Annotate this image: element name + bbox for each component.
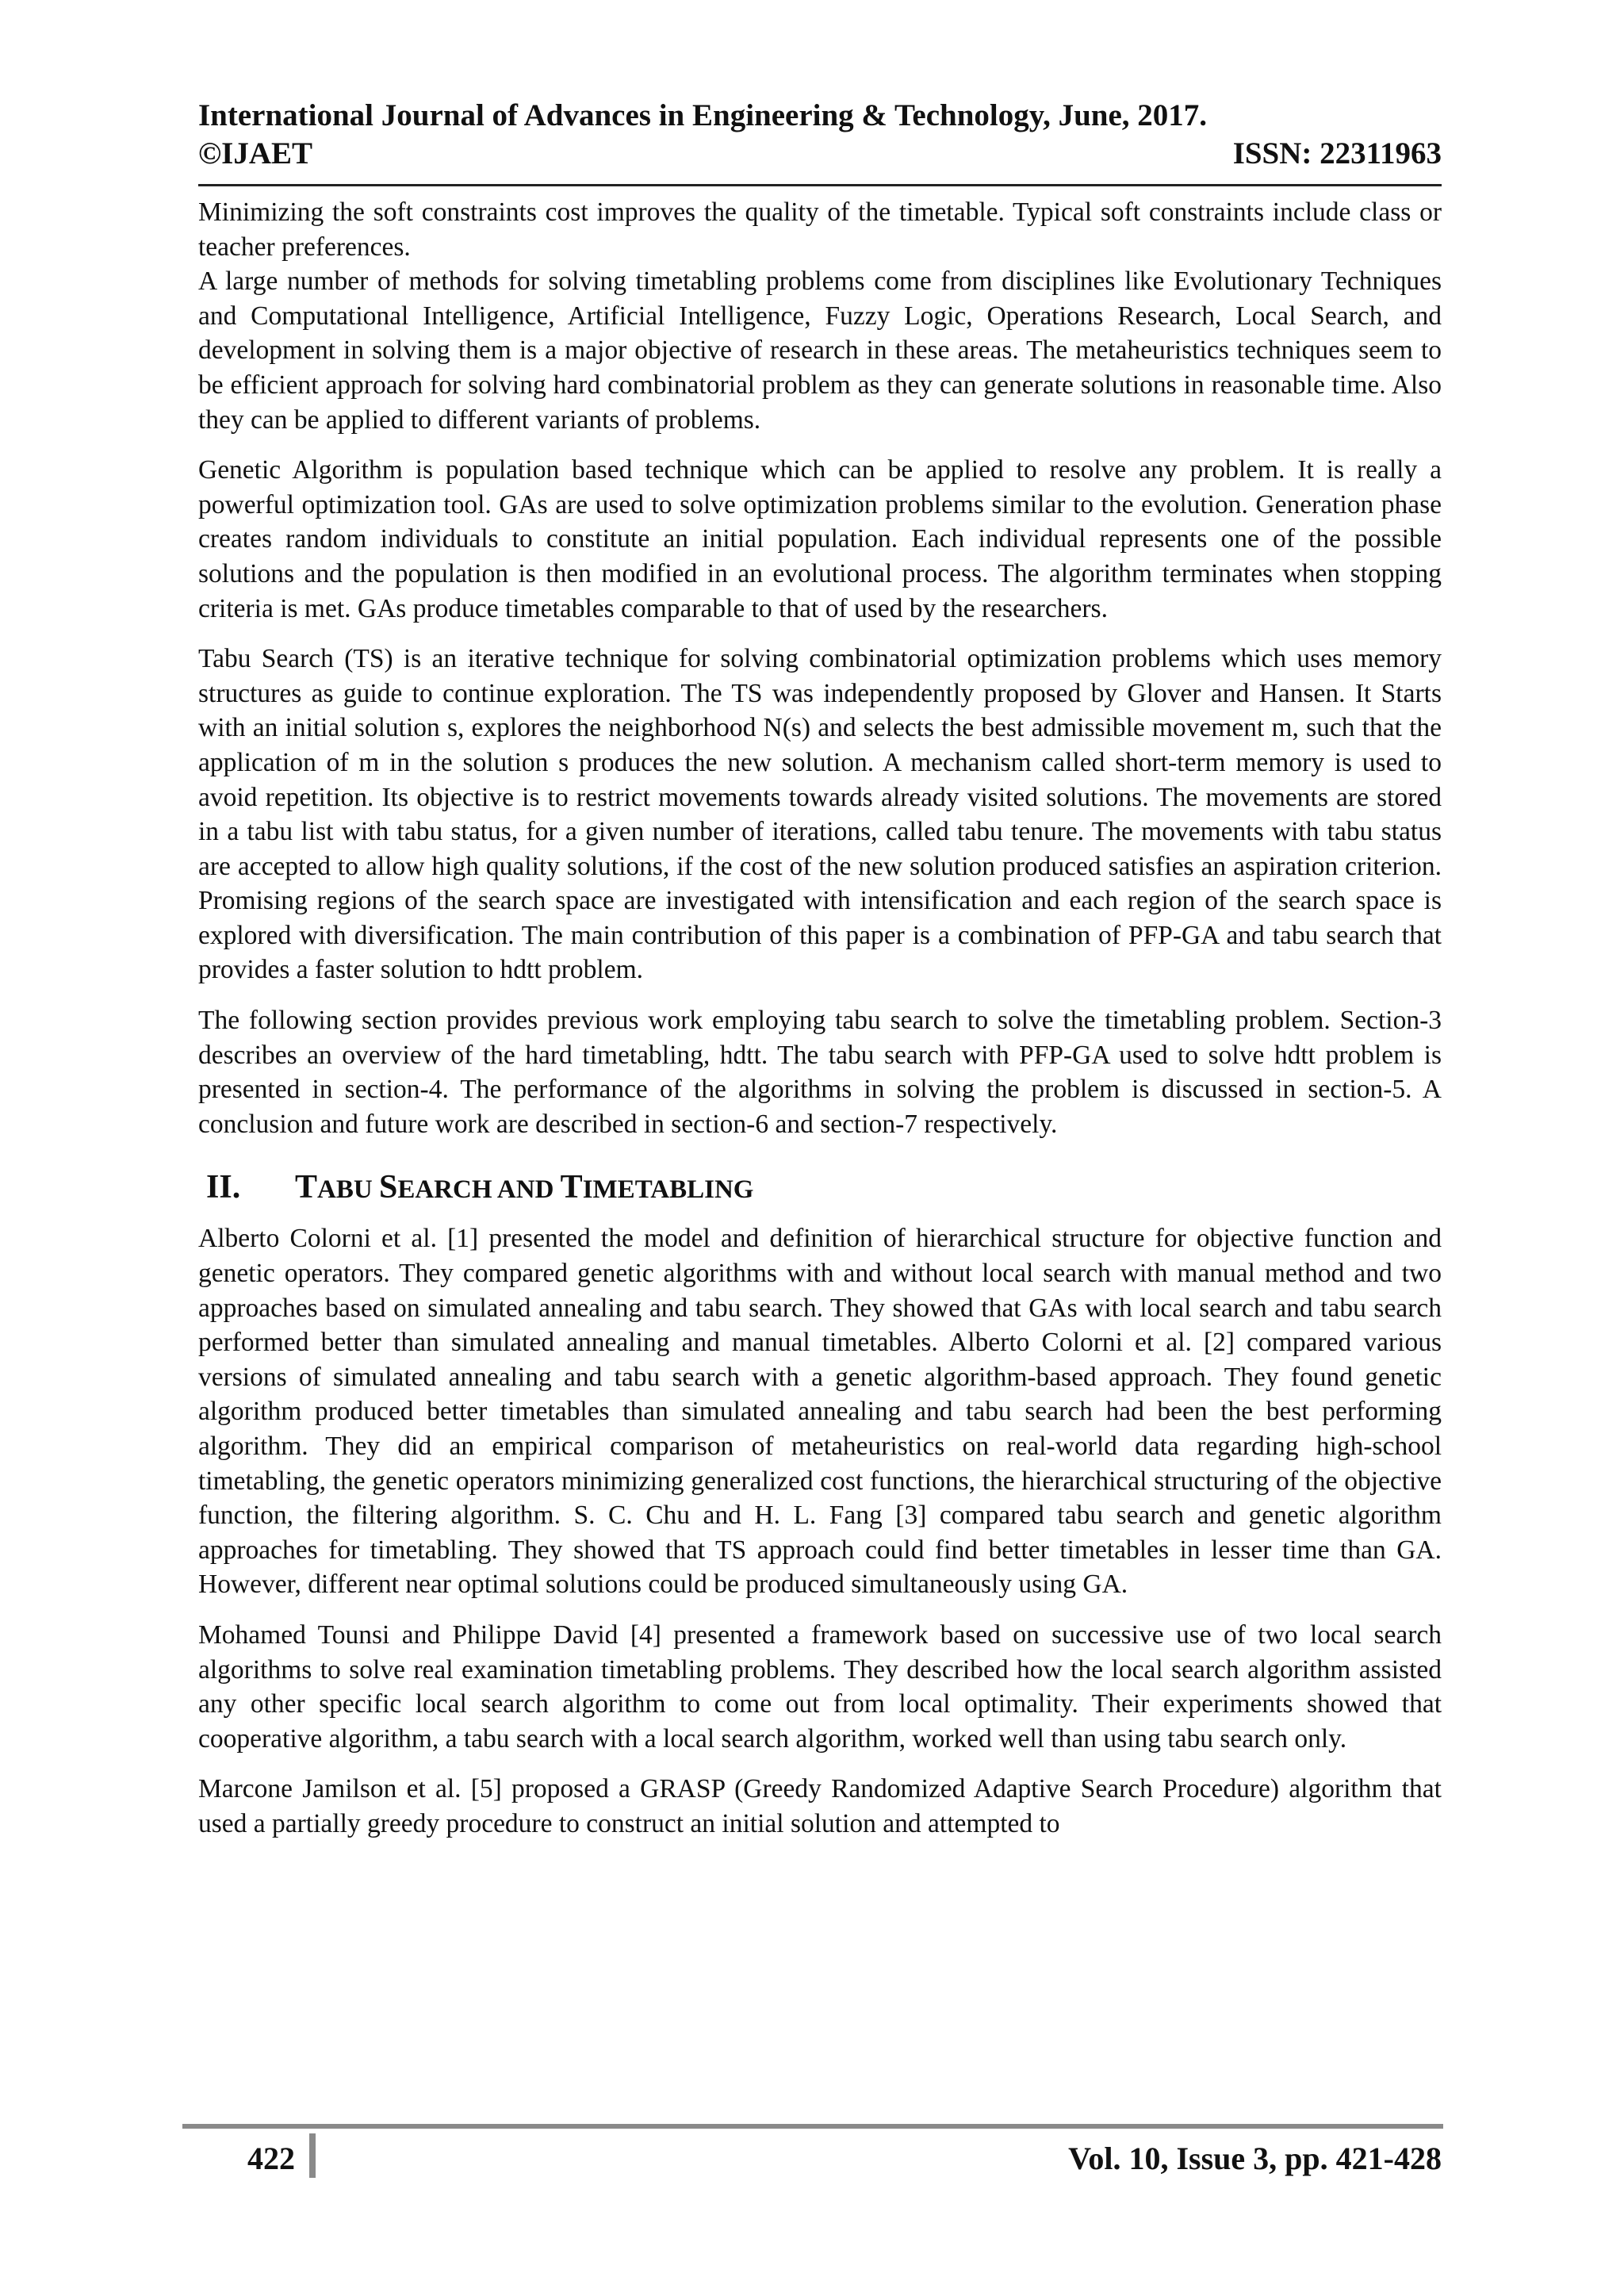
journal-title: International Journal of Advances in Engineering & Technology, June, 2017. — [198, 98, 1208, 132]
section-title-part: T — [295, 1169, 318, 1206]
paragraph-intro-2: A large number of methods for solving timetabling problems come from disciplines like Evolutionary Techniques and Computational Intelligence, Artificial Intelligence, Fuzzy Logic, Operations Research, Local Search, and development in solving them is a major objective of research in these areas. The metaheuristics techniques seem to be efficient approach for solving hard combinatorial problem as they can generate solutions in reasonable time. Also they can be applied to different variants of problems. — [198, 266, 1442, 435]
paragraph-section-1: Alberto Colorni et al. [1] presented the model and definition of hierarchical structure for objective function and genetic operators. They compared genetic algorithms with and without local search with manual method and two approaches based on simulated annealing and tabu search. They showed that GAs with local search and tabu search performed better than simulated annealing and manual timetables. Alberto Colorni et al. [2] compared various versions of simulated annealing and tabu search with a genetic algorithm-based approach. They found genetic algorithm produced better timetables than simulated annealing and tabu search had been the best performing algorithm. They did an empirical comparison of metaheuristics on real-world data regarding high-school timetabling, the genetic operators minimizing generalized cost functions, the hierarchical structuring of the objective function, the filtering algorithm. S. C. Chu and H. L. Fang [3] compared tabu search and genetic algorithm approaches for timetabling. They showed that TS approach could find better timetables in lesser time than GA. However, different near optimal solutions could be produced simultaneously using GA. — [198, 1224, 1442, 1600]
running-header — [198, 97, 1442, 173]
section-number: II. — [206, 1169, 241, 1206]
paragraph-section-2: Mohamed Tounsi and Philippe David [4] presented a framework based on successive use of two local search algorithms to solve real examination timetabling problems. They described how the local search algorithm assisted any other specific local search algorithm to come out from local optimality. Their experiments showed that cooperative algorithm, a tabu search with a local search algorithm, worked well than using tabu search only. — [198, 1619, 1442, 1754]
page-body — [198, 195, 1442, 1857]
issn-label: ISSN: 22311963 — [1232, 136, 1442, 171]
paragraph-intro-1: Minimizing the soft constraints cost improves the quality of the timetable. Typical soft constraints include class or teacher preferences. — [198, 197, 1442, 262]
section-title-part: S — [378, 1169, 398, 1206]
volume-info: Vol. 10, Issue 3, pp. 421-428 — [1068, 2141, 1442, 2176]
page-number: 422 — [247, 2141, 295, 2176]
header-rule — [198, 184, 1442, 186]
copyright-label: ©IJAET — [198, 136, 313, 171]
section-title-part: ABU — [317, 1175, 379, 1205]
footer-divider — [309, 2133, 316, 2178]
paragraph-intro-3: Genetic Algorithm is population based technique which can be applied to resolve any problem. It is really a powerful optimization tool. GAs are used to solve optimization problems similar to the evolution. Generation phase creates random individuals to constitute an initial population. Each individual represents one of the possible solutions and the population is then modified in an evolutional process. The algorithm terminates when stopping criteria is met. GAs produce timetables comparable to that of used by the researchers. — [198, 455, 1442, 623]
page-footer — [182, 2133, 1443, 2181]
section-heading — [198, 1167, 1442, 1210]
paragraph-intro-5: The following section provides previous work employing tabu search to solve the timetabling problem. Section-3 describes an overview of the hard timetabling, hdtt. The tabu search with PFP-GA used to solve hdtt problem is presented in section-4. The performance of the algorithms in solving the problem is discussed in section-5. A conclusion and future work are described in section-6 and section-7 respectively. — [198, 1006, 1442, 1139]
section-title-part: EARCH AND — [397, 1175, 561, 1205]
footer-rule — [182, 2124, 1443, 2129]
paragraph-intro-4: Tabu Search (TS) is an iterative technique for solving combinatorial optimization problems which uses memory structures as guide to continue exploration. The TS was independently proposed by Glover and Hansen. It Starts with an initial solution s, explores the neighborhood N(s) and selects the best admissible movement m, such that the application of m in the solution s produces the new solution. A mechanism called short-term memory is used to avoid repetition. Its objective is to restrict movements towards already visited solutions. The movements are stored in a tabu list with tabu status, for a given number of iterations, called tabu tenure. The movements with tabu status are accepted to allow high quality solutions, if the cost of the new solution produced satisfies an aspiration criterion. Promising regions of the search space are investigated with intensification and each region of the search space is explored with diversification. The main contribution of this paper is a combination of PFP-GA and tabu search that provides a faster solution to hdtt problem. — [198, 644, 1442, 985]
paragraph-section-3: Marcone Jamilson et al. [5] proposed a GRASP (Greedy Randomized Adaptive Search Procedure) algorithm that used a partially greedy procedure to construct an initial solution and attempted to — [198, 1774, 1442, 1838]
section-title — [295, 1167, 753, 1210]
section-title-part: IMETABLING — [582, 1175, 754, 1205]
section-title-part: T — [560, 1169, 583, 1206]
header-meta-row — [198, 135, 1442, 173]
